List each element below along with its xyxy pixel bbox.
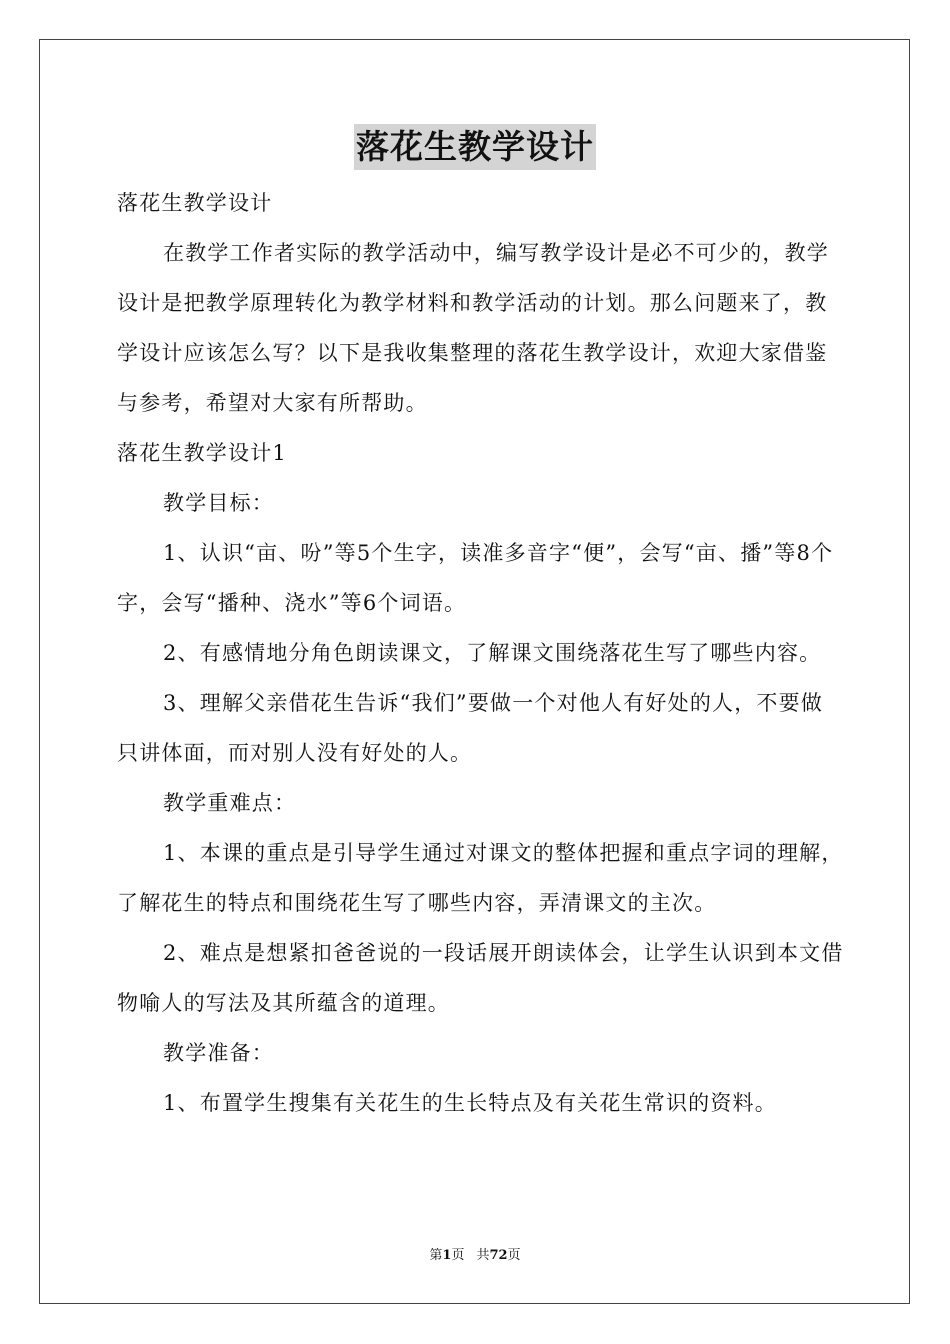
paragraph-keypoint-1: 1、本课的重点是引导学生通过对课文的整体把握和重点字词的理解，了解花生的特点和围绕花生写了哪些内容，弄清课文的主次。 [117, 841, 844, 915]
footer-page-number: 1 [442, 1248, 452, 1263]
paragraph-objective-3: 3、理解父亲借花生告诉“我们”要做一个对他人有好处的人，不要做只讲体面，而对别人没有好处的人。 [117, 691, 824, 765]
document-title: 落花生教学设计 [354, 124, 596, 170]
paragraph-keypoint-2: 2、难点是想紧扣爸爸说的一段话展开朗读体会，让学生认识到本文借物喻人的写法及其所蕴含的道理。 [117, 941, 844, 1015]
footer-total-prefix: 共 [476, 1248, 490, 1263]
document-body [117, 178, 845, 1128]
paragraph-preparation-heading: 教学准备： [163, 1041, 274, 1065]
paragraph-objective-1: 1、认识“亩、吩”等5个生字，读准多音字“便”，会写“亩、播”等8个字，会写“播种、浇水”等6个词语。 [117, 541, 834, 615]
paragraph-intro: 在教学工作者实际的教学活动中，编写教学设计是必不可少的，教学设计是把教学原理转化为教学材料和教学活动的计划。那么问题来了，教学设计应该怎么写？以下是我收集整理的落花生教学设计，欢迎大家借鉴与参考，希望对大家有所帮助。 [117, 241, 829, 415]
paragraph-objective-2: 2、有感情地分角色朗读课文，了解课文围绕落花生写了哪些内容。 [163, 641, 822, 665]
page-footer [0, 1246, 950, 1266]
footer-page-suffix: 页 [451, 1248, 465, 1263]
paragraph-objectives-heading: 教学目标： [163, 491, 274, 515]
paragraph-section-heading: 落花生教学设计1 [117, 441, 287, 465]
footer-total-suffix: 页 [507, 1248, 521, 1263]
title-container [0, 124, 950, 170]
footer-page-prefix: 第 [429, 1248, 443, 1263]
paragraph-preparation-1: 1、布置学生搜集有关花生的生长特点及有关花生常识的资料。 [163, 1091, 777, 1115]
paragraph-keypoints-heading: 教学重难点： [163, 791, 297, 815]
footer-total-pages: 72 [489, 1248, 508, 1263]
paragraph-subtitle: 落花生教学设计 [117, 191, 273, 215]
